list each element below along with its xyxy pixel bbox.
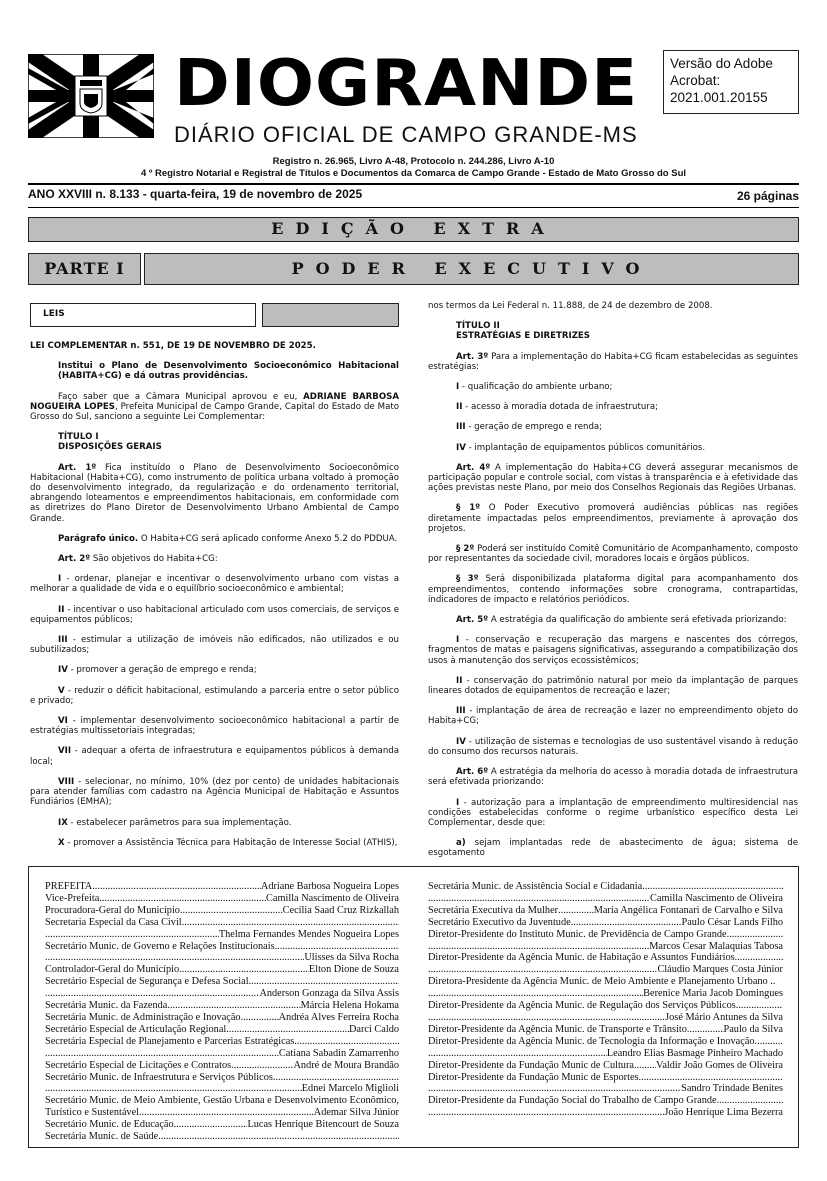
list-item: VII - adequar a oferta de infraestrutura e equipamentos públicos à demanda local;	[30, 746, 399, 767]
directory-entry: Secretário Executivo da Juventude ..... Paulo César Lands Filho	[428, 917, 783, 929]
paragrafo-unico: Parágrafo único. O Habita+CG será aplicado conforme Anexo 5.2 do PDDUA.	[58, 533, 398, 544]
page-count: 26 páginas	[736, 189, 799, 203]
directory-entry: Diretora-Presidente da Agência Munic. de Meio Ambiente e Planejamento Urbano ..	[428, 976, 776, 988]
edition-band: EDIÇÃO EXTRA	[28, 217, 799, 242]
directory-entry: ..... João Henrique Lima Bezerra	[428, 1107, 783, 1119]
directory-entry: ..... Sandro Trindade Benites	[428, 1083, 783, 1095]
law-title: LEI COMPLEMENTAR n. 551, DE 19 DE NOVEMBRO DE 2025.	[30, 341, 316, 351]
directory-entry: ..... Catiana Sabadin Zamarrenho	[45, 1048, 399, 1060]
leis-gray-box	[262, 303, 399, 327]
directory-entry: ..... José Mário Antunes da Silva	[428, 1012, 783, 1024]
directory-entry: Secretária Executiva da Mulher ..... Maria Angélica Fontanari de Carvalho e Silva	[428, 905, 783, 917]
titulo-2: TÍTULO II ESTRATÉGIAS E DIRETRIZES	[456, 321, 590, 342]
directory-entry: Turístico e Sustentável ..... Ademar Silva Júnior	[45, 1107, 399, 1119]
directory-entry: Diretor-Presidente da Agência Munic. de Transporte e Trânsito ..... Paulo da Silva	[428, 1024, 783, 1036]
adobe-line-3: 2021.001.20155	[670, 90, 768, 105]
adobe-version-box	[663, 50, 799, 114]
list-item: II - incentivar o uso habitacional articulado com usos comerciais, de serviços e equipamentos públicos;	[30, 604, 399, 625]
divider	[28, 183, 799, 185]
list-item: VI - implementar desenvolvimento socioeconômico habitacional a partir de estratégias multissetoriais integradas;	[30, 716, 399, 737]
directory-entry: PREFEITA ..... Adriane Barbosa Nogueira Lopes	[45, 881, 399, 893]
directory-entry: ..... Camilla Nascimento de Oliveira	[428, 893, 783, 905]
directory-entry: ..... Anderson Gonzaga da Silva Assis	[45, 988, 399, 1000]
paragraph-3: § 3º Será disponibilizada plataforma digital para acompanhamento dos empreendimentos, contendo informações sobre cronograma, contrapartidas, indicadores de impacto e relatórios periódicos.	[428, 574, 798, 605]
directory-entry: Diretor-Presidente da Fundação Social do Trabalho de Campo Grande .....	[428, 1095, 783, 1107]
list-item: IX - estabelecer parâmetros para sua implementação.	[58, 817, 292, 828]
directory-entry: ..... Leandro Elias Basmage Pinheiro Machado	[428, 1048, 783, 1060]
directory-entry: Diretor-Presidente da Fundação Munic de Esportes .....	[428, 1072, 783, 1084]
list-item: IV - utilização de sistemas e tecnologias de uso sustentável visando à redução do consumo dos recursos naturais.	[428, 736, 798, 757]
directory-entry: Procuradora-Geral do Município ..... Cecília Saad Cruz Rizkallah	[45, 905, 399, 917]
directory-entry: Secretaria Especial da Casa Civil .....	[45, 917, 399, 929]
directory-entry: Secretária Munic. de Saúde .....	[45, 1131, 399, 1143]
directory-entry: Secretário Especial de Segurança e Defesa Social .....	[45, 976, 399, 988]
titulo-1: TÍTULO I DISPOSIÇÕES GERAIS	[58, 432, 162, 453]
directory-entry: Secretária Munic. de Assistência Social e Cidadania .....	[428, 881, 783, 893]
directory-entry: Secretária Especial de Planejamento e Parcerias Estratégicas .....	[45, 1036, 399, 1048]
list-item: II - acesso à moradia dotada de infraestrutura;	[456, 402, 659, 413]
list-item: IV - promover a geração de emprego e renda;	[58, 665, 257, 676]
directory-entry: Secretário Especial de Articulação Regional ..... Darci Caldo	[45, 1024, 399, 1036]
right-column	[428, 301, 798, 869]
directory-entry: Secretário Munic. de Meio Ambiente, Gestão Urbana e Desenvolvimento Econômico,	[45, 1095, 399, 1107]
directory-entry: ..... Marcos Cesar Malaquias Tabosa	[428, 941, 783, 953]
list-item: IV - implantação de equipamentos públicos comunitários.	[456, 442, 706, 453]
directory-entry: ..... Berenice Maria Jacob Domingues	[428, 988, 783, 1000]
list-item: III - geração de emprego e renda;	[456, 422, 603, 433]
directory-entry: Secretário Munic. de Infraestrutura e Serviços Públicos .....	[45, 1072, 399, 1084]
adobe-line-1: Versão do Adobe	[670, 56, 773, 71]
directory-entry: Secretário Especial de Licitações e Contratos ..... André de Moura Brandão	[45, 1060, 399, 1072]
directory-entry: Diretor-Presidente da Agência Munic. de Habitação e Assuntos Fundiários .....	[428, 952, 783, 964]
directory-entry: Diretor-Presidente da Agência Munic. de Tecnologia da Informação e Inovação .....	[428, 1036, 783, 1048]
list-item: X - promover a Assistência Técnica para Habitação de Interesse Social (ATHIS),	[58, 837, 398, 848]
directory-entry: Secretária Munic. de Administração e Inovação ..... Andréa Alves Ferreira Rocha	[45, 1012, 399, 1024]
paragraph-2: § 2º Poderá ser instituído Comitê Comunitário de Acompanhamento, composto por representantes da sociedade civil, moradores locais e órgãos públicos.	[428, 544, 798, 565]
directory-right	[428, 881, 783, 1119]
coat-of-arms-icon	[28, 54, 154, 138]
list-item: I - ordenar, planejar e incentivar o desenvolvimento urbano com vistas a melhorar a qualidade de vida e o equilíbrio socioeconômico e ambiental;	[30, 574, 399, 595]
directory-entry: ..... Thelma Fernandes Mendes Nogueira Lopes	[45, 929, 399, 941]
list-item: III - estimular a utilização de imóveis não edificados, não utilizados e ou subutilizados;	[30, 635, 399, 656]
directory-entry: Secretário Munic. de Governo e Relações Institucionais .....	[45, 941, 399, 953]
directory-entry: Secretário Munic. de Educação ..... Lucas Henrique Bitencourt de Souza	[45, 1119, 399, 1131]
directory-left	[45, 881, 399, 1143]
issue-line	[28, 187, 799, 203]
paragraph-1: § 1º O Poder Executivo promoverá audiências públicas nas regiões diretamente impactadas pelos empreendimentos, previamente à aprovação dos projetos.	[428, 503, 798, 534]
part-band: PARTE I	[28, 253, 141, 285]
divider	[28, 207, 799, 208]
list-item: a) sejam implantadas rede de abastecimento de água; sistema de esgotamento	[428, 838, 798, 859]
masthead	[28, 47, 799, 147]
directory-entry: ..... Cláudio Marques Costa Júnior	[428, 964, 783, 976]
newspaper-title: DIOGRANDE	[174, 47, 639, 121]
leis-label: LEIS	[30, 303, 256, 327]
list-item: II - conservação do patrimônio natural por meio da implantação de parques lineares dotados de equipamentos de recreação e lazer;	[428, 675, 798, 697]
art-6: Art. 6º A estratégia da melhoria do acesso à moradia dotada de infraestrutura será efetivada priorizando:	[428, 767, 798, 788]
registry-line-1: Registro n. 26.965, Livro A-48, Protocolo n. 244.286, Livro A-10	[272, 156, 555, 167]
section-band: PODER EXECUTIVO	[144, 253, 799, 285]
continuation: nos termos da Lei Federal n. 11.888, de 24 de dezembro de 2008.	[428, 301, 713, 311]
directory-entry: Diretor-Presidente da Agência Munic. de Regulação dos Serviços Públicos .....	[428, 1000, 783, 1012]
newspaper-subtitle: DIÁRIO OFICIAL DE CAMPO GRANDE-MS	[174, 122, 638, 147]
art-1: Art. 1º Fica instituído o Plano de Desenvolvimento Socioeconômico Habitacional (Habita+CG), como instrumento de política urbana voltado à promoção do desenvolvimento integrado, da regularização e do ordenamento territorial, abrangendo loteamentos e empreendimentos habitacionais, em conformidade com as diretrizes do Plano Diretor de Desenvolvimento Urbano Ambiental de Campo Grande.	[30, 462, 399, 524]
preamble: Faço saber que a Câmara Municipal aprovou e eu, ADRIANE BARBOSA NOGUEIRA LOPES, Prefeita Municipal de Campo Grande, Capital do Estado de Mato Grosso do Sul, sanciono a seguinte Lei Complementar:	[30, 391, 399, 423]
adobe-line-2: Acrobat:	[670, 73, 721, 88]
art-3: Art. 3º Para a implementação do Habita+CG ficam estabelecidas as seguintes estratégias:	[428, 351, 798, 372]
directory-entry: ..... Ednei Marcelo Miglioli	[45, 1083, 399, 1095]
art-2: Art. 2º São objetivos do Habita+CG:	[58, 554, 218, 565]
directory-entry: ..... Ulisses da Silva Rocha	[45, 952, 399, 964]
registry-line-2: 4 º Registro Notarial e Registral de Títulos e Documentos da Comarca de Campo Grande - Estado de Mato Grosso do Sul	[140, 168, 687, 179]
registry-info	[28, 156, 799, 180]
directory-entry: Vice-Prefeita ..... Camilla Nascimento de Oliveira	[45, 893, 399, 905]
list-item: III - implantação de área de recreação e lazer no empreendimento objeto do Habita+CG;	[428, 706, 798, 727]
list-item: I - autorização para a implantação de empreendimento multiresidencial nas condições estabelecidas conforme o regime urbanístico específico desta Lei Complementar, desde que:	[428, 797, 798, 828]
list-item: V - reduzir o déficit habitacional, estimulando a parceria entre o setor público e privado;	[30, 685, 399, 706]
art-4: Art. 4º A implementação do Habita+CG deverá assegurar mecanismos de participação popular e controle social, com vistas à transparência e à efetividade das ações previstas neste Plano, por meio dos Conselhos Regionais das Regiões Urbanas.	[428, 462, 798, 494]
directory-entry: Diretor-Presidente do Instituto Munic. de Previdência de Campo Grande .....	[428, 929, 783, 941]
left-column	[30, 303, 399, 858]
directory-entry: Secretária Munic. da Fazenda ..... Márcia Helena Hokama	[45, 1000, 399, 1012]
list-item: VIII - selecionar, no mínimo, 10% (dez por cento) de unidades habitacionais para atender famílias com cadastro na Agência Municipal de Habitação e Assuntos Fundiários (EMHA);	[30, 776, 399, 808]
list-item: I - conservação e recuperação das margens e nascentes dos córregos, fragmentos de matas e paisagens significativas, assegurando a compatibilização dos usos à manutenção dos serviços ecossistêmicos;	[428, 635, 798, 666]
leis-header	[30, 303, 399, 327]
issue-info: ANO XXVIII n. 8.133 - quarta-feira, 19 de novembro de 2025	[28, 187, 363, 201]
directory-entry: Diretor-Presidente da Fundação Munic de Cultura ..... Valdir João Gomes de Oliveira	[428, 1060, 783, 1072]
law-ementa: Institui o Plano de Desenvolvimento Socioeconômico Habitacional (HABITA+CG) e dá outras providências.	[58, 361, 399, 382]
directory-entry: Controlador-Geral do Município ..... Elton Dione de Souza	[45, 964, 399, 976]
list-item: I - qualificação do ambiente urbano;	[456, 382, 613, 393]
art-5: Art. 5º A estratégia da qualificação do ambiente será efetivada priorizando:	[456, 615, 787, 626]
